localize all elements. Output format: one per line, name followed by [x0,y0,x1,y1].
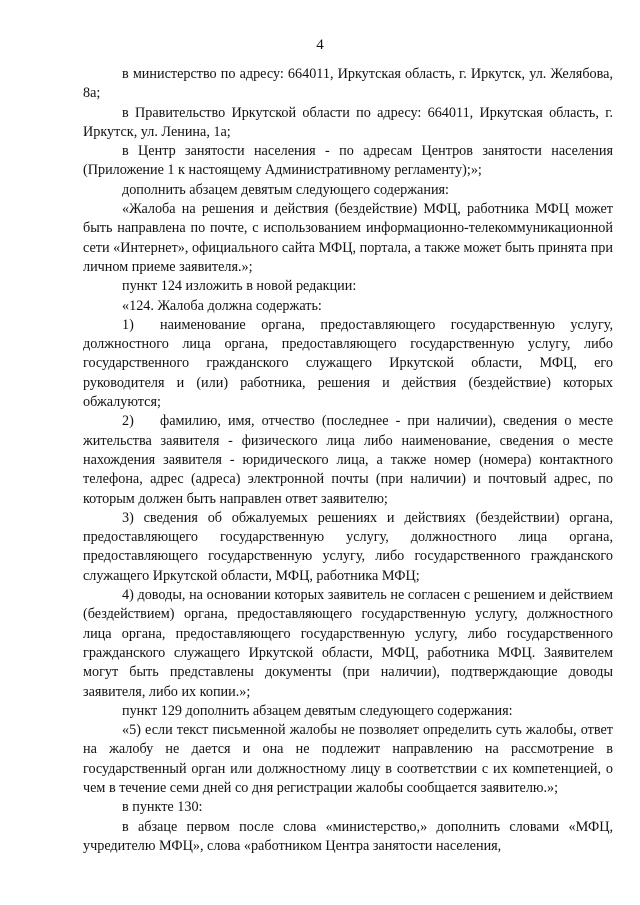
page-number: 4 [316,37,324,53]
paragraph-employment-center: в Центр занятости населения - по адресам Центров занятости населения (Приложение 1 к настоящему Административному регламенту);»; [83,143,613,179]
list-item-1 [83,316,613,412]
paragraph-ministry-address: в министерство по адресу: 664011, Иркутская область, г. Иркутск, ул. Желябова, 8а; [83,66,613,102]
list-item-3: 3) сведения об обжалуемых решениях и действиях (бездействии) органа, предоставляющего государственную услугу, должностного лица органа, предоставляющего государственную услугу, либо государственного гражданского служащего Иркутской области, МФЦ, работника МФЦ; [83,509,613,584]
paragraph-complaint-mfc: «Жалоба на решения и действия (бездействие) МФЦ, работника МФЦ может быть направлена по почте, с использованием информационно-телекоммуникационной сети «Интернет», официального сайта МФЦ, портала, а также может быть принята при личном приеме заявителя.»; [83,201,613,275]
paragraph-amend-9th-abzac: дополнить абзацем девятым следующего содержания: [122,181,450,198]
paragraph-point-129-intro: пункт 129 дополнить абзацем девятым следующего содержания: [122,702,513,719]
paragraph-point-129-text: «5) если текст письменной жалобы не позволяет определить суть жалобы, ответ на жалобу не дается и она не подлежит направлению на рассмотрение в государственный орган или должностному лицу в соответствии с их компетенцией, о чем в течение семи дней со дня регистрации жалобы сообщается заявителю.»; [83,722,613,796]
list-item-text: фамилию, имя, отчество (последнее - при наличии), сведения о месте жительства заявителя - физического лица либо наименование, сведения о месте нахождения заявителя - юридического лица, а также номер (номера) контактного телефона, адрес (адреса) электронной почты (при наличии) и почтовый адрес, по которым должен быть направлен ответ заявителю; [83,413,613,507]
paragraph-point-130-text: в абзаце первом после слова «министерство,» дополнить словами «МФЦ, учредителю МФЦ», слова «работником Центра занятости населения, [83,818,613,854]
list-item-2 [83,412,613,508]
paragraph-point-124-heading: «124. Жалоба должна содержать: [122,297,322,314]
paragraph-point-124-intro: пункт 124 изложить в новой редакции: [122,278,357,295]
list-item-number: 2) [122,413,134,430]
document-body [83,65,613,856]
list-item-number: 1) [122,316,134,333]
paragraph-point-130-intro: в пункте 130: [122,799,203,816]
paragraph-government-address: в Правительство Иркутской области по адресу: 664011, Иркутская область, г. Иркутск, ул. Ленина, 1а; [83,104,613,140]
list-item-4: 4) доводы, на основании которых заявитель не согласен с решением и действием (бездействием) органа, предоставляющего государственную услугу, должностного лица органа, предоставляющего государственную услугу, либо государственного гражданского служащего Иркутской области, МФЦ, работника МФЦ. Заявителем могут быть представлены документы (при наличии), подтверждающие доводы заявителя, либо их копии.»; [83,587,613,700]
list-item-text: наименование органа, предоставляющего государственную услугу, должностного лица органа, предоставляющего государственную услугу, либо государственного гражданского служащего Иркутской области, МФЦ, его руководителя и (или) работника, решения и действия (бездействие) которых обжалуются; [83,316,613,411]
